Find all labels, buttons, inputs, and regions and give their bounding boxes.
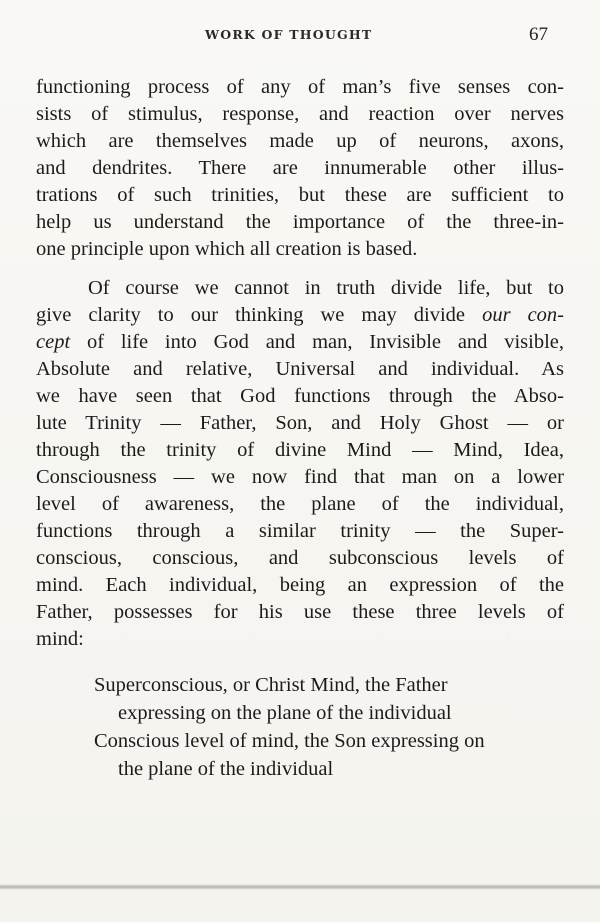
text-line: level of awareness, the plane of the individual, xyxy=(36,493,564,515)
page-edge-shadow xyxy=(0,884,600,890)
levels-list xyxy=(36,671,564,783)
list-item xyxy=(36,671,564,727)
list-item xyxy=(36,727,564,783)
list-item-line: expressing on the plane of the individual xyxy=(118,702,452,724)
list-item-line: Superconscious, or Christ Mind, the Father xyxy=(94,674,448,696)
text-line: mind: xyxy=(36,628,84,650)
text-line: which are themselves made up of neurons, axons, xyxy=(36,130,564,152)
text-line: trations of such trinities, but these are sufficient to xyxy=(36,184,564,206)
text-line: functions through a similar trinity — the Super- xyxy=(36,520,564,542)
text-line: Father, possesses for his use these three levels of xyxy=(36,601,564,623)
emphasis-text: our con- xyxy=(482,304,565,326)
body-text xyxy=(36,74,564,783)
text-line: one principle upon which all creation is based. xyxy=(36,238,418,260)
text-line: Of course we cannot in truth divide life, but to xyxy=(88,277,564,299)
text-line: mind. Each individual, being an expression of the xyxy=(36,574,564,596)
emphasis-text: cept xyxy=(36,331,71,353)
text-line: we have seen that God functions through the Abso- xyxy=(36,385,564,407)
list-item-line: Conscious level of mind, the Son expressing on xyxy=(94,730,485,752)
running-head xyxy=(0,24,600,48)
text-segment: give clarity to our thinking we may divide xyxy=(36,304,483,326)
text-line: help us understand the importance of the three-in- xyxy=(36,211,564,233)
text-line: and dendrites. There are innumerable other illus- xyxy=(36,157,564,179)
text-line: conscious, conscious, and subconscious levels of xyxy=(36,547,564,569)
text-line: Consciousness — we now find that man on a lower xyxy=(36,466,564,488)
page-number: 67 xyxy=(529,24,548,45)
list-item-line: the plane of the individual xyxy=(118,758,334,780)
text-line: functioning process of any of man’s five senses con- xyxy=(36,76,564,98)
paragraph-1 xyxy=(36,74,564,263)
text-segment: of life into God and man, Invisible and visible, xyxy=(70,331,564,353)
text-line xyxy=(36,302,564,329)
text-line xyxy=(36,329,564,356)
text-line: lute Trinity — Father, Son, and Holy Ghost — or xyxy=(36,412,564,434)
paragraph-2 xyxy=(36,275,564,653)
text-line: sists of stimulus, response, and reaction over nerves xyxy=(36,103,564,125)
text-line: Absolute and relative, Universal and individual. As xyxy=(36,358,564,380)
running-title: WORK OF THOUGHT xyxy=(205,27,373,42)
text-line: through the trinity of divine Mind — Mind, Idea, xyxy=(36,439,564,461)
